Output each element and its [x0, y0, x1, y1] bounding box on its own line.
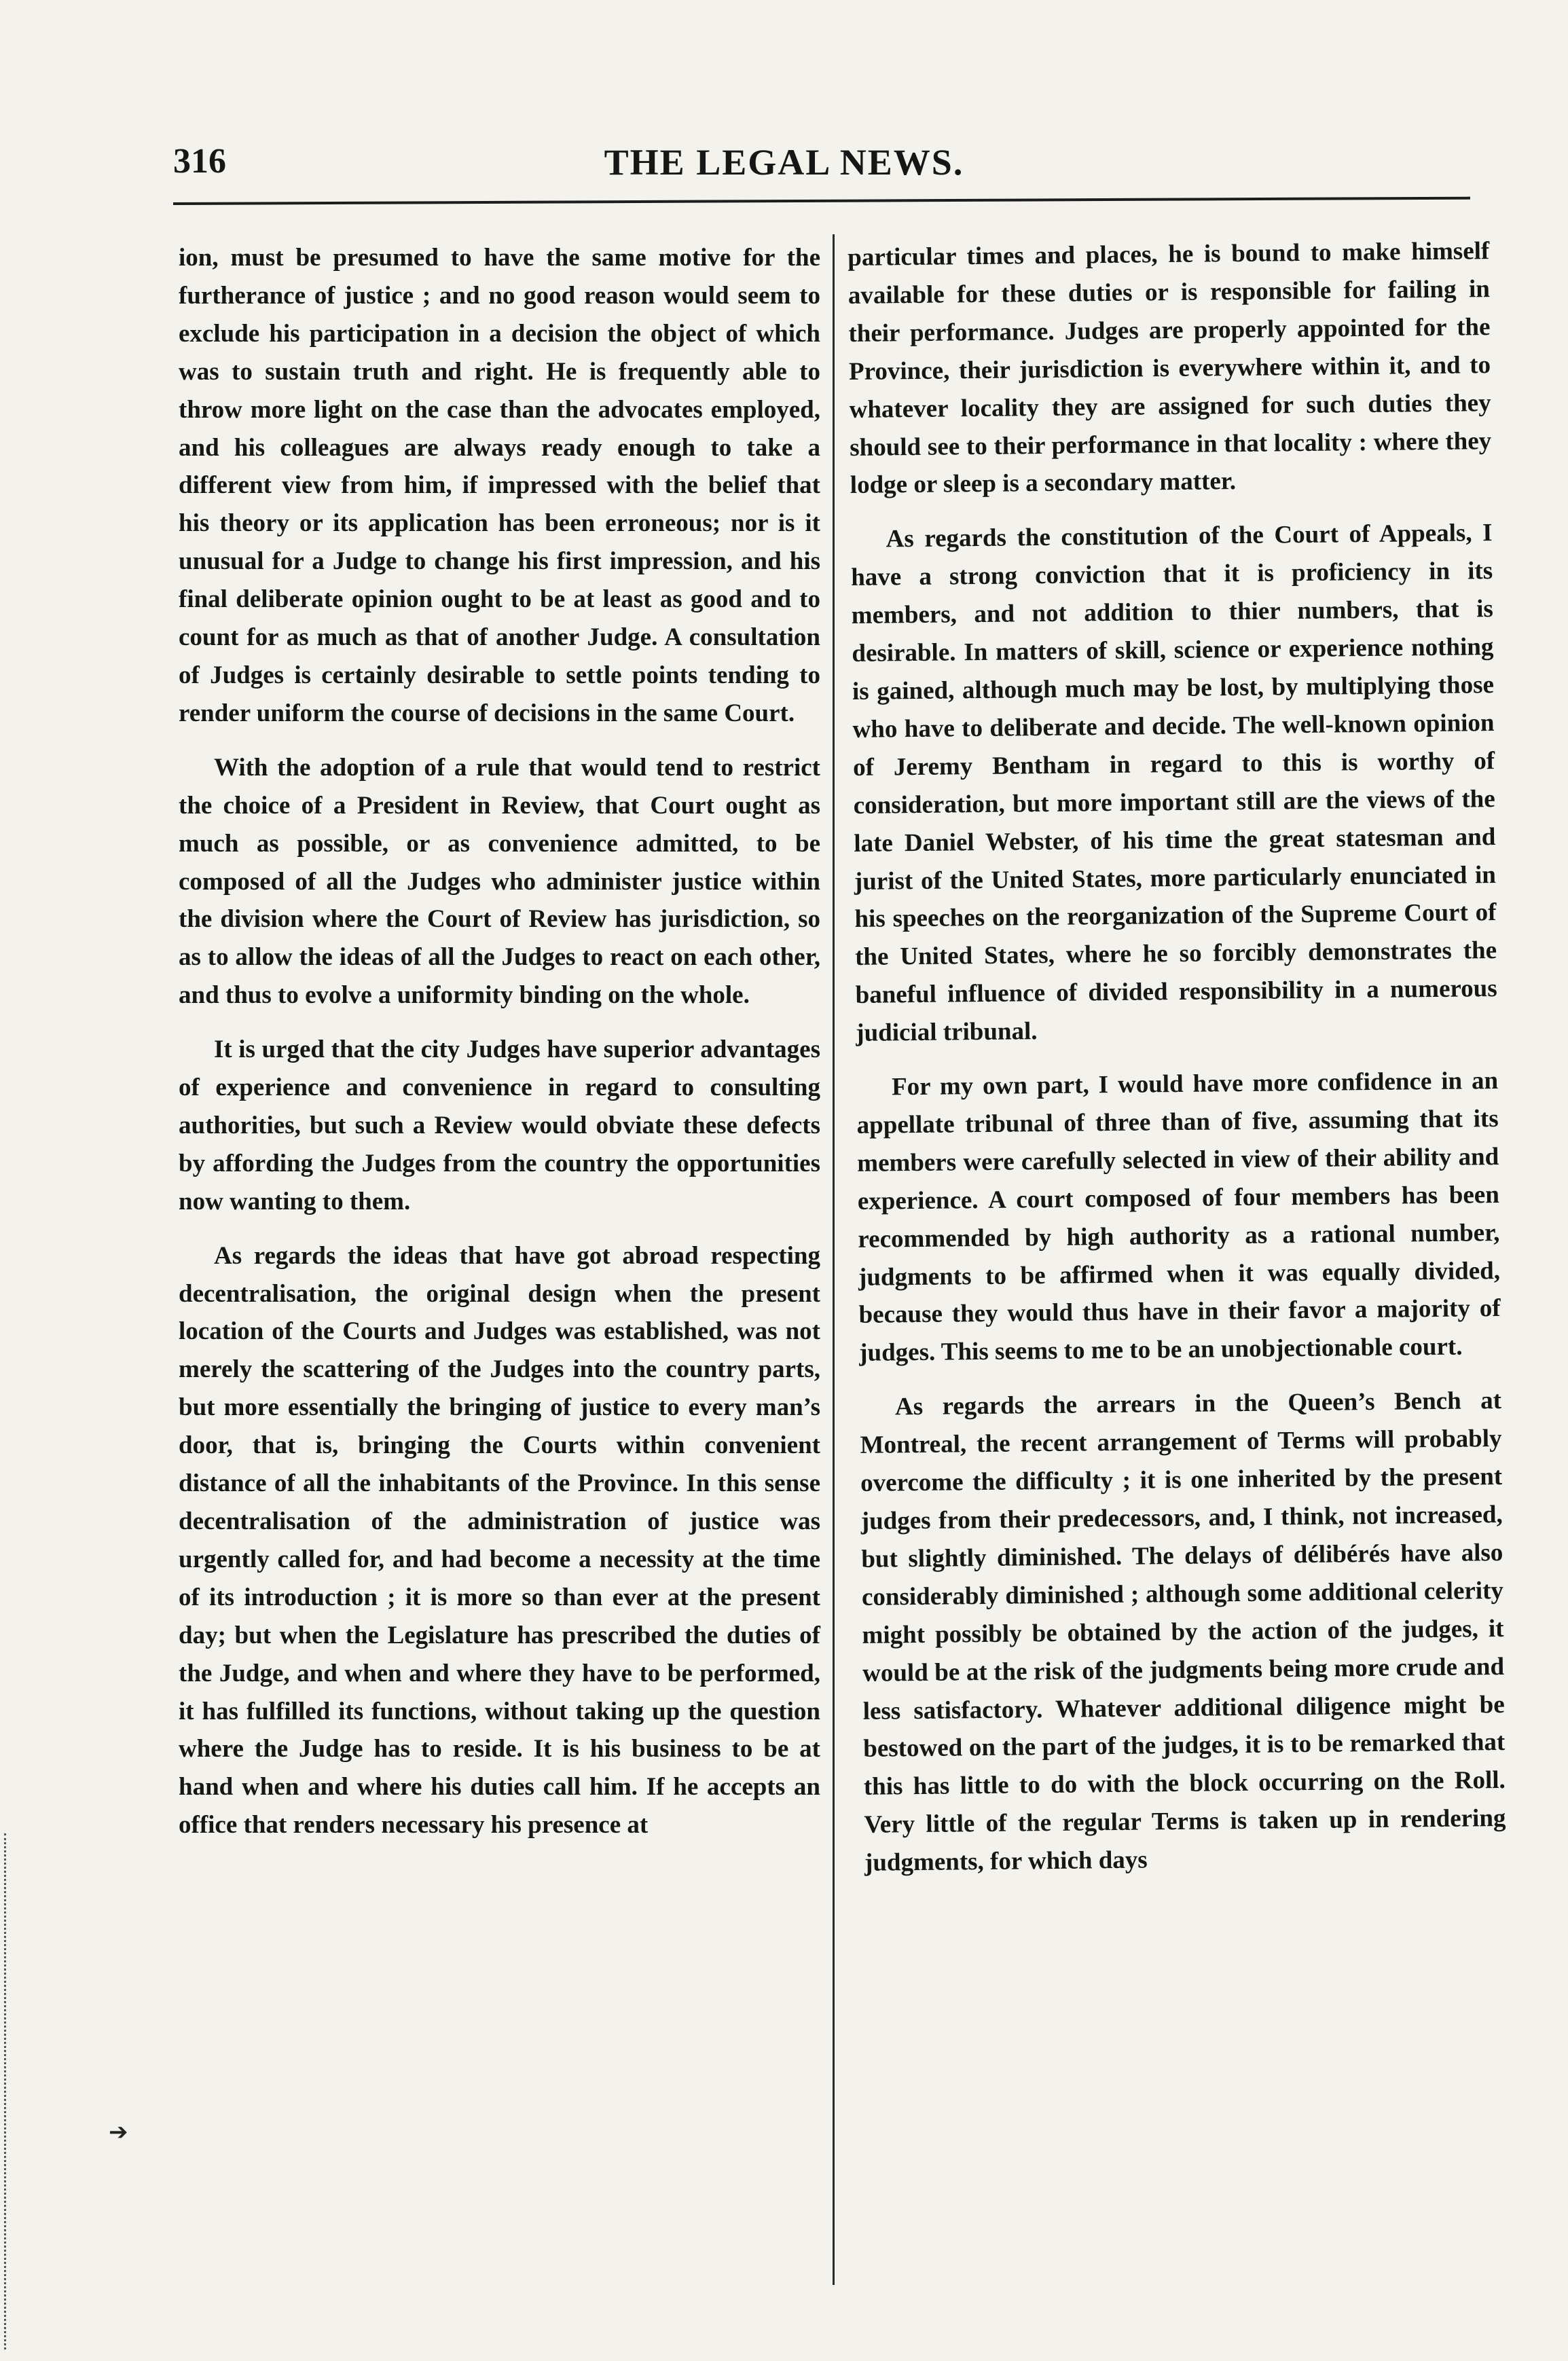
binding-edge-mark [4, 1833, 9, 2349]
right-column [847, 232, 1507, 1899]
column-divider [833, 234, 835, 2285]
paragraph: As regards the ideas that have got abroad respecting decentralisation, the original design when the present location of the Courts and Judges was established, was not merely the scattering of the Judges into the country parts, but more essentially the bringing of justice to every man’s door, that is, bringing the Courts within convenient distance of all the inhabitants of the Province. In this sense decentralisation of the administration of justice was urgently called for, and had become a necessity at the time of its introduction ; it is more so than ever at the present day; but when the Legislature has prescribed the duties of the Judge, and when and where they have to be performed, it has fulfilled its functions, without taking up the question where the Judge has to reside. It is his business to be at hand when and where his duties call him. If he accepts an office that renders necessary his presence at [179, 1241, 820, 1840]
paragraph: With the adoption of a rule that would tend to restrict the choice of a President in Review, that Court ought as much as possible, or as convenience admitted, to be composed of all the Judges who administer justice within the division where the Court of Review has jurisdiction, so as to allow the ideas of all the Judges to react on each other, and thus to evolve a uniformity binding on the whole. [179, 753, 820, 1010]
page-header [0, 0, 1568, 204]
header-rule [173, 197, 1470, 205]
paragraph: As regards the arrears in the Queen’s Bench at Montreal, the recent arrangement of Terms will probably overcome the difficulty ; it is one inherited by the present judges from their predecessors, and, I think, not increased, but slightly diminished. The delays of délibérés have also considerably diminished ; although some additional celerity might possibly be obtained by the action of the judges, it would be at the risk of the judgments being more crude and less satisfactory. Whatever additional diligence might be bestowed on the part of the judges, it is to be remarked that this has little to do with the block occurring on the Roll. Very little of the regular Terms is taken up in rendering judgments, for which days [860, 1387, 1506, 1878]
running-title: THE LEGAL NEWS. [604, 142, 964, 183]
left-column [179, 239, 820, 1861]
paragraph: particular times and places, he is bound to make himself available for these duties or is responsible for failing in their performance. Judges are properly appointed for the Province, their jurisdiction is everywhere within it, and to whatever locality they are assigned for such duties they should see to their performance in that locality : where they lodge or sleep is a secondary matter. [847, 237, 1492, 500]
paragraph: For my own part, I would have more confidence in an appellate tribunal of three than of five, assuming that its members were carefully selected in view of their ability and experience. A court composed of four members has been recommended by high authority as a rational number, judgments to be affirmed when it was equally divided, because they would thus have in their favor a majority of judges. This seems to me to be an unobjectionable court. [856, 1067, 1501, 1368]
page-number: 316 [173, 142, 226, 181]
paragraph: It is urged that the city Judges have superior advantages of experience and convenience in regard to consulting authorities, but such a Review would obviate these defects by affording the Judges from the country the opportunities now wanting to them. [179, 1036, 820, 1215]
paragraph: ion, must be presumed to have the same motive for the furtherance of justice ; and no good reason would seem to exclude his participation in a decision the object of which was to sustain truth and right. He is frequently able to throw more light on the case than the advocates employed, and his colleagues are always ready enough to take a different view from him, if impressed with the belief that his theory or its application has been erroneous; nor is it unusual for a Judge to change his first impression, and his final deliberate opinion ought to be at least as good and to count for as much as that of another Judge. A consultation of Judges is certainly desirable to settle points tending to render uniform the course of decisions in the same Court. [179, 244, 820, 727]
margin-arrow-mark: ➔ [109, 2120, 128, 2145]
paragraph: As regards the constitution of the Court of Appeals, I have a strong conviction that it is proficiency in its members, and not addition to thier numbers, that is desirable. In matters of skill, science or experience nothing is gained, although much may be lost, by multiplying those who have to deliberate and decide. The well-known opinion of Jeremy Bentham in regard to this is worthy of consideration, but more important still are the views of the late Daniel Webster, of his time the great statesman and jurist of the United States, more particularly enunciated in his speeches on the reorganization of the Supreme Court of the United States, where he so forcibly demonstrates the baneful influence of divided responsibility in a numerous judicial tribunal. [851, 519, 1497, 1048]
